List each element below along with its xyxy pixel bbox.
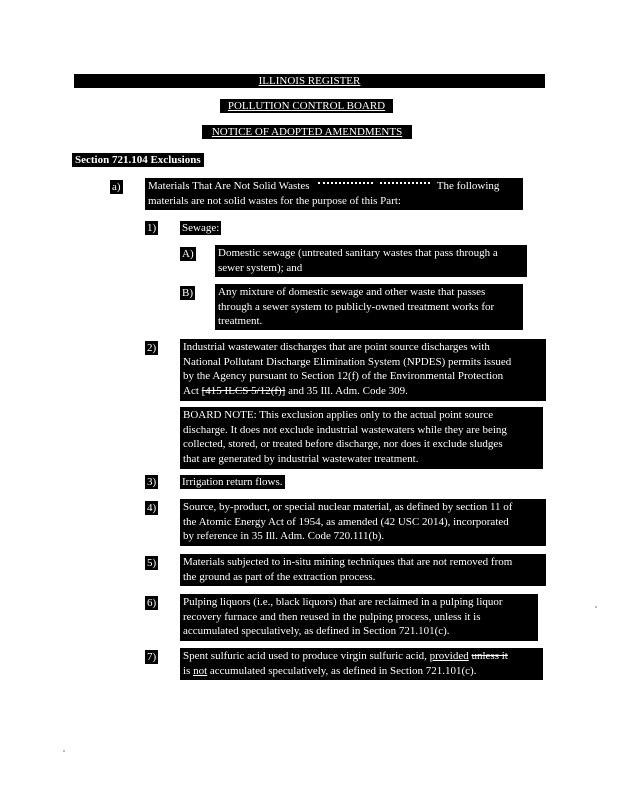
inserted-text: provided [429, 650, 469, 662]
notice-header: NOTICE OF ADOPTED AMENDMENTS [202, 125, 412, 139]
item-4-text [180, 499, 546, 546]
item-2-label: 2) [147, 342, 157, 354]
item-2-line4-suffix: and 35 Ill. Adm. Code 309. [285, 384, 408, 397]
item-7-line2-suffix: accumulated speculatively, as defined in Section 721.101(c). [207, 664, 477, 677]
item-a-line1-end: The following [436, 180, 500, 192]
item-1b-line: Any mixture of domestic sewage and other waste that passes [218, 286, 486, 298]
item-7-label: 7) [147, 651, 157, 663]
item-2-text [180, 339, 546, 401]
item-a-text [145, 178, 523, 210]
section-heading: Section 721.104 Exclusions [72, 153, 204, 167]
item-4-label: 4) [147, 502, 157, 514]
item-a-line2: materials are not solid wastes for the purpose of this Part: [148, 194, 401, 207]
item-6-line: recovery furnace and then reused in the pulping process, unless it is [183, 610, 481, 623]
scan-speck [63, 750, 65, 752]
item-1a-line: Domestic sewage (untreated sanitary wastes that pass through a [218, 247, 498, 259]
item-6-label: 6) [147, 597, 157, 609]
item-2-line4-prefix: Act [183, 384, 202, 397]
item-5-label: 5) [147, 557, 157, 569]
inserted-text: not [193, 664, 208, 677]
item-7-text [180, 648, 543, 680]
item-7-line1-prefix: Spent sulfuric acid used to produce virgin sulfuric acid, [183, 650, 430, 662]
item-5-text [180, 554, 546, 586]
item-1a-text [215, 245, 527, 277]
board-note [180, 407, 543, 469]
item-4-line: Source, by-product, or special nuclear material, as defined by section 11 of [183, 501, 513, 513]
redacted-mark [380, 182, 430, 190]
board-header: POLLUTION CONTROL BOARD [220, 99, 393, 113]
redacted-mark [318, 182, 373, 190]
item-6-line: Pulping liquors (i.e., black liquors) that are reclaimed in a pulping liquor [183, 596, 503, 608]
item-3-text: Irrigation return flows. [182, 476, 283, 488]
item-6-text [180, 594, 538, 641]
item-2-line: National Pollutant Discharge Elimination System (NPDES) permits issued [183, 355, 512, 368]
item-1a-line: sewer system); and [218, 261, 303, 274]
item-1b-label: B) [182, 287, 193, 299]
item-4-line: the Atomic Energy Act of 1954, as amended (42 USC 2014), incorporated [183, 515, 509, 528]
register-header: ILLINOIS REGISTER [74, 74, 545, 88]
board-note-line: BOARD NOTE: This exclusion applies only to the actual point source [183, 409, 494, 421]
item-1b-text [215, 284, 523, 330]
board-note-line: discharge. It does not exclude industrial wastewaters while they are being [183, 423, 507, 436]
item-1-text: Sewage: [182, 222, 220, 234]
struck-text: unless it [471, 650, 508, 662]
item-6-line: accumulated speculatively, as defined in Section 721.101(c). [183, 625, 450, 638]
item-5-line: Materials subjected to in-situ mining techniques that are not removed from [183, 556, 513, 568]
board-note-line: that are generated by industrial wastewater treatment. [183, 452, 419, 465]
item-3-label: 3) [147, 476, 157, 488]
item-1a-label: A) [182, 248, 194, 260]
item-7-line2-prefix: is [183, 664, 194, 677]
struck-citation: [415 ILCS 5/12(f)] [201, 384, 286, 397]
item-2-line: by the Agency pursuant to Section 12(f) of the Environmental Protection [183, 370, 504, 383]
item-5-line: the ground as part of the extraction process. [183, 570, 376, 583]
item-1b-line: through a sewer system to publicly-owned treatment works for [218, 300, 495, 313]
item-1-label: 1) [147, 222, 157, 234]
item-4-line: by reference in 35 Ill. Adm. Code 720.111(b). [183, 530, 385, 543]
board-note-line: collected, stored, or treated before discharge, nor does it exclude sludges [183, 438, 503, 451]
item-a-label: a) [112, 181, 121, 193]
item-2-line: Industrial wastewater discharges that are point source discharges with [183, 341, 490, 353]
scan-speck [595, 606, 597, 608]
item-1b-line: treatment. [218, 315, 263, 328]
item-a-line1-start: Materials That Are Not Solid Wastes [148, 180, 310, 192]
